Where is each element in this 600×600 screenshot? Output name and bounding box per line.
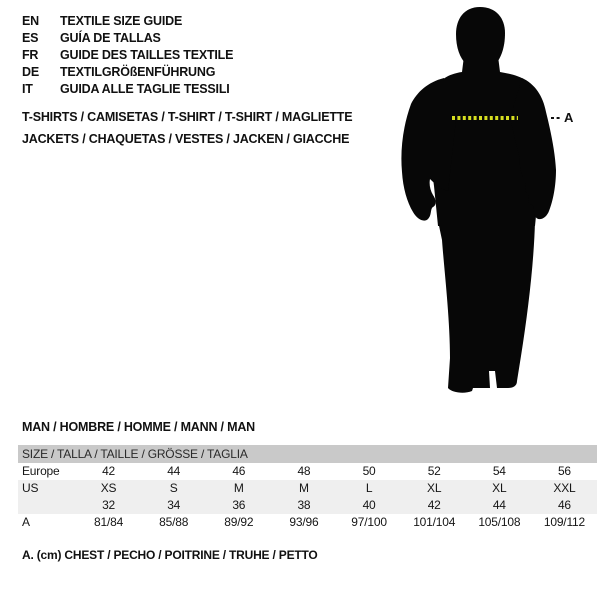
language-text: GUIDA ALLE TAGLIE TESSILI [60,82,230,96]
row-label [18,497,76,514]
language-code: ES [22,31,39,45]
table-row-europe [18,463,597,480]
cell: 105/108 [478,515,521,529]
cell: 32 [76,497,141,514]
cell: 42 [402,497,467,514]
language-row [22,64,233,81]
section-title-man: MAN / HOMBRE / HOMME / MANN / MAN [22,420,255,434]
language-code: EN [22,14,39,28]
row-label: US [18,480,76,497]
language-text: TEXTILE SIZE GUIDE [60,14,183,28]
language-text: TEXTILGRÖßENFÜHRUNG [60,65,216,79]
cell: 50 [362,464,376,478]
cell: 56 [557,464,571,478]
cell: 89/92 [224,515,254,529]
language-text: GUÍA DE TALLAS [60,31,161,45]
row-label: A [22,515,30,529]
cell: 44 [467,497,532,514]
cell: 38 [271,497,336,514]
cell: 44 [167,464,181,478]
size-table-header-row [18,445,597,463]
product-type-tshirts: T-SHIRTS / CAMISETAS / T-SHIRT / T-SHIRT / MAGLIETTE [22,110,353,124]
cell: S [141,480,206,497]
cell: 46 [532,497,597,514]
language-list [22,13,233,98]
cell: 48 [297,464,311,478]
language-code: IT [22,82,33,96]
language-row [22,13,233,30]
cell: XL [467,480,532,497]
table-row-chest [18,514,597,531]
cell: M [271,480,336,497]
language-code: DE [22,65,39,79]
language-row [22,30,233,47]
language-row [22,81,233,98]
cell: 54 [492,464,506,478]
cell: 46 [232,464,246,478]
table-row-numeric [18,497,597,514]
size-table-header: SIZE / TALLA / TAILLE / GRÖSSE / TAGLIA [18,445,597,463]
size-table [18,445,597,531]
measurement-footnote: A. (cm) CHEST / PECHO / POITRINE / TRUHE / PETTO [22,548,318,562]
cell: 36 [206,497,271,514]
cell: 109/112 [543,515,585,529]
language-row [22,47,233,64]
cell: 34 [141,497,206,514]
cell: 42 [102,464,116,478]
measurement-label-a: A [564,110,574,125]
cell: XXL [532,480,597,497]
cell: 40 [337,497,402,514]
cell: XS [76,480,141,497]
language-code: FR [22,48,39,62]
row-label: Europe [22,464,60,478]
cell: 81/84 [94,515,124,529]
cell: M [206,480,271,497]
cell: L [337,480,402,497]
cell: 93/96 [289,515,319,529]
cell: 85/88 [159,515,189,529]
cell: 101/104 [413,515,456,529]
cell: 97/100 [351,515,387,529]
language-text: GUIDE DES TAILLES TEXTILE [60,48,234,62]
product-type-jackets: JACKETS / CHAQUETAS / VESTES / JACKEN / GIACCHE [22,132,350,146]
cell: XL [402,480,467,497]
table-row-us [18,480,597,497]
cell: 52 [427,464,441,478]
